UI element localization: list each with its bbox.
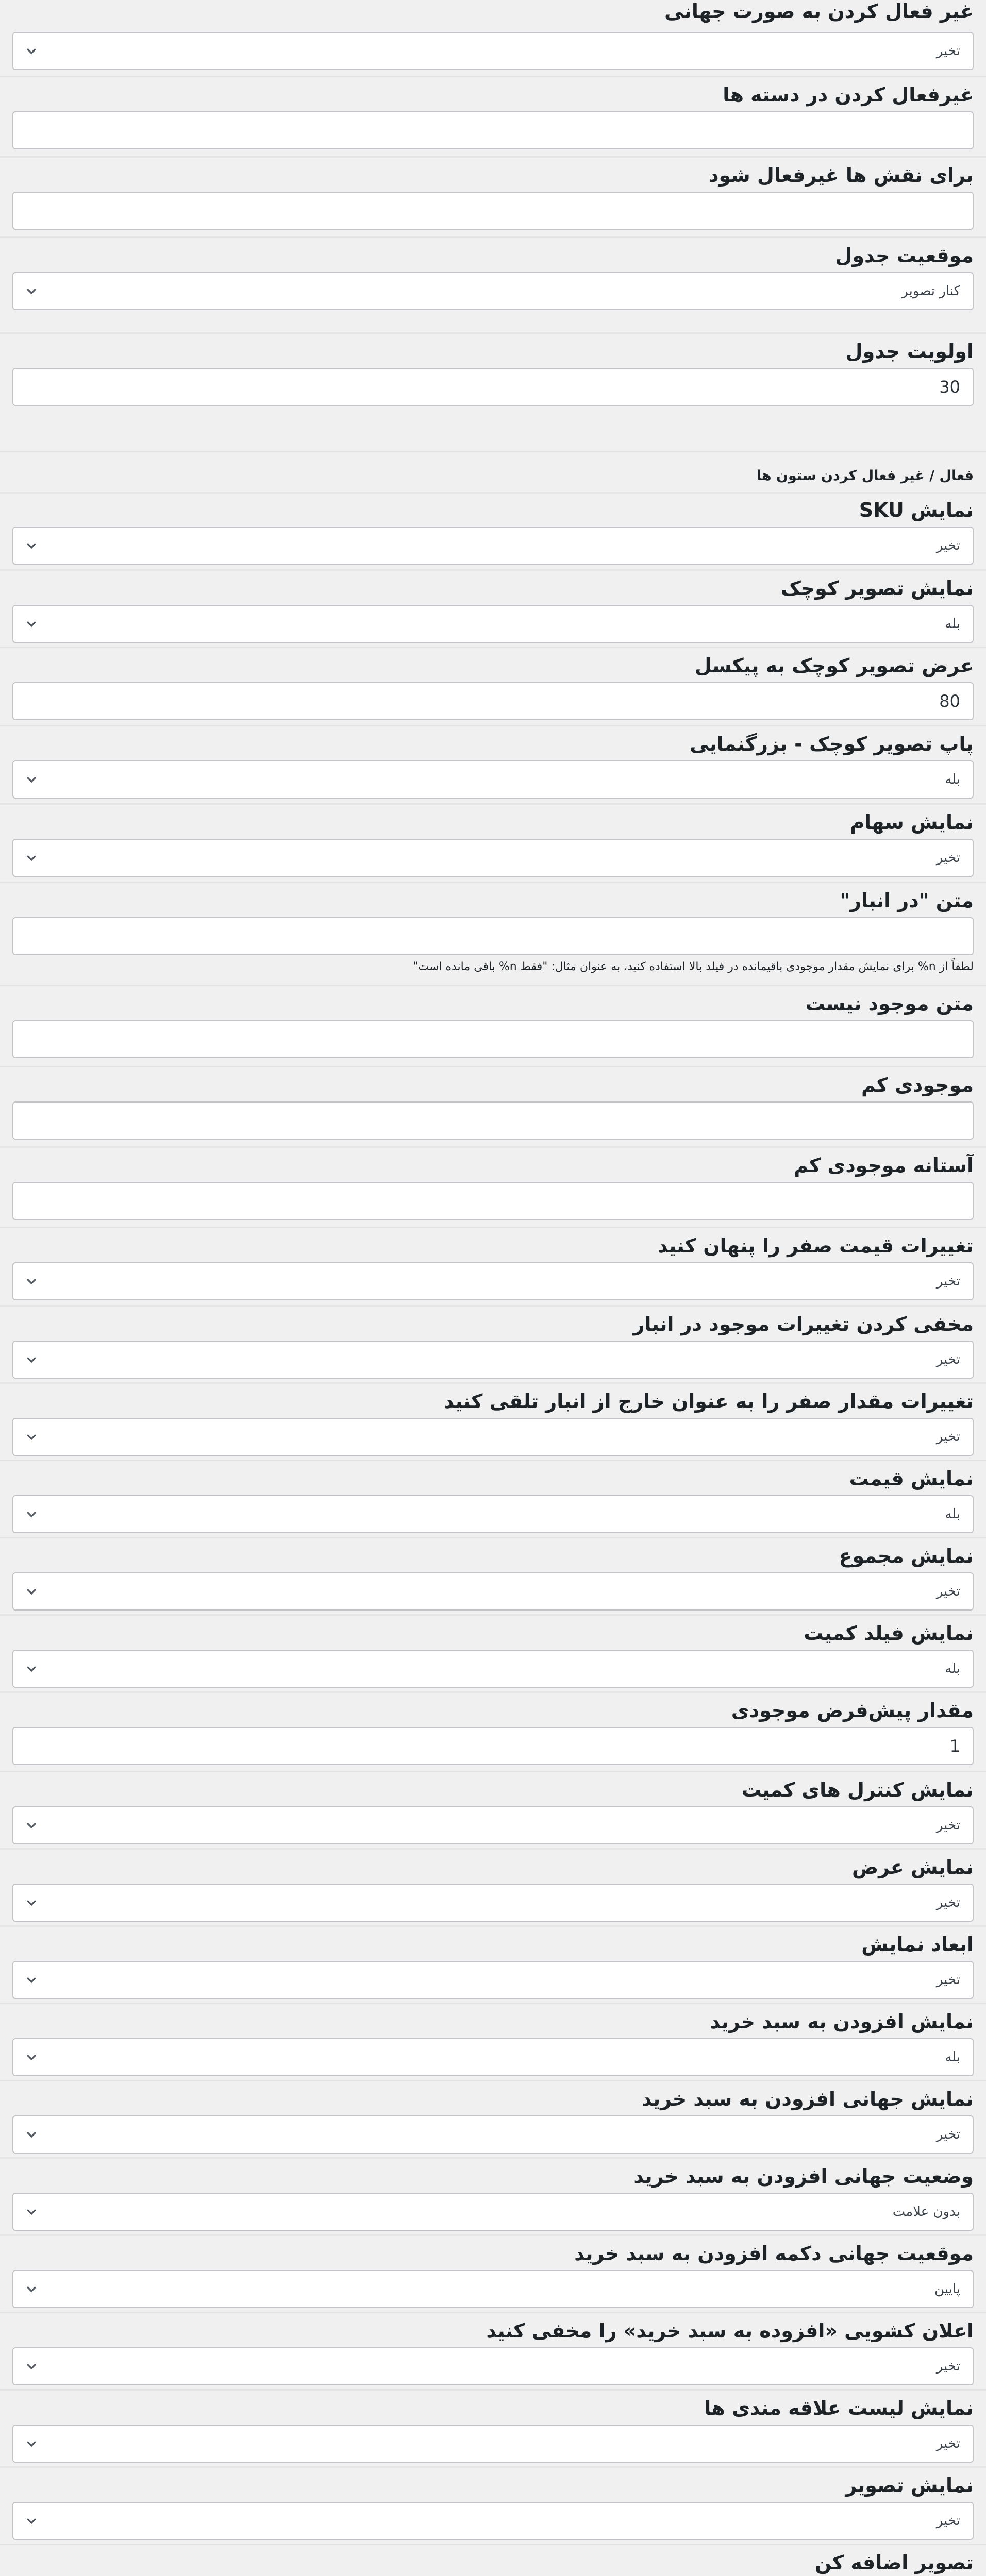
show-sku-select[interactable] [12, 527, 974, 565]
chevron-down-icon [25, 2128, 38, 2141]
field-row-global-add-to-cart-position [0, 2236, 986, 2313]
show-image-select[interactable] [12, 2502, 974, 2540]
field-label: نمایش مجموع [839, 1545, 974, 1567]
chevron-down-icon [25, 1430, 38, 1444]
select-value: بله [945, 772, 960, 787]
field-row-show-width [0, 1850, 986, 1927]
select-value: تخیر [936, 2436, 960, 2451]
field-row-low-stock-threshold [0, 1148, 986, 1228]
input-value: 80 [939, 691, 960, 711]
chevron-down-icon [25, 1353, 38, 1366]
field-row-show-dimensions [0, 1927, 986, 2004]
chevron-down-icon [25, 851, 38, 865]
table-position-select[interactable] [12, 272, 974, 310]
field-label: نمایش فیلد کمیت [804, 1622, 974, 1645]
input-value: 30 [939, 377, 960, 397]
select-value: تخیر [936, 1895, 960, 1910]
field-row-show-qty-field [0, 1616, 986, 1693]
thumbnail-width-input[interactable] [12, 682, 974, 720]
disable-roles-input[interactable] [12, 192, 974, 230]
qty-controls-select[interactable] [12, 1806, 974, 1844]
field-row-global-add-to-cart [0, 2081, 986, 2159]
field-label: وضعیت جهانی افزودن به سبد خرید [633, 2165, 974, 2188]
chevron-down-icon [25, 773, 38, 786]
field-label: نمایش SKU [859, 499, 974, 521]
field-label: اولویت جدول [845, 340, 974, 363]
show-dimensions-select[interactable] [12, 1961, 974, 1999]
field-row-table-priority [0, 334, 986, 452]
show-price-select[interactable] [12, 1495, 974, 1533]
field-label: موقعیت جهانی دکمه افزودن به سبد خرید [574, 2242, 974, 2265]
select-value: تخیر [936, 1584, 960, 1599]
field-label: نمایش سهام [850, 811, 974, 834]
field-label: تغییرات مقدار صفر را به عنوان خارج از انبار تلقی کنید [444, 1390, 974, 1413]
chevron-down-icon [25, 2360, 38, 2373]
low-stock-threshold-input[interactable] [12, 1182, 974, 1220]
chevron-down-icon [25, 1275, 38, 1288]
field-row-show-sku [0, 494, 986, 571]
chevron-down-icon [25, 617, 38, 631]
field-label: نمایش جهانی افزودن به سبد خرید [641, 2088, 974, 2110]
chevron-down-icon [25, 1507, 38, 1521]
chevron-down-icon [25, 1819, 38, 1832]
field-row-global-add-to-cart-state [0, 2159, 986, 2236]
field-label: متن موجود نیست [805, 992, 974, 1015]
chevron-down-icon [25, 1662, 38, 1675]
select-value: تخیر [936, 1972, 960, 1988]
section-heading: فعال / غیر فعال کردن ستون ها [756, 468, 974, 484]
default-qty-input[interactable] [12, 1727, 974, 1765]
select-value: تخیر [936, 538, 960, 553]
select-value: تخیر [936, 1429, 960, 1445]
field-label: آستانه موجودی کم [794, 1154, 974, 1177]
field-row-show-price [0, 1461, 986, 1538]
select-value: تخیر [936, 1818, 960, 1833]
field-label: عرض تصویر کوچک به پیکسل [694, 654, 974, 677]
help-text: لطفاً از n% برای نمایش مقدار موجودی باقیمانده در فیلد بالا استفاده کنید، به عنوان مثال: "فقط n% باقی مانده است" [413, 960, 974, 973]
show-thumbnail-select[interactable] [12, 605, 974, 643]
select-value: تخیر [936, 43, 960, 59]
field-row-disable-globally [0, 0, 986, 77]
chevron-down-icon [25, 2205, 38, 2218]
field-row-show-image [0, 2468, 986, 2545]
field-row-show-wishlist [0, 2391, 986, 2468]
field-row-add-image [0, 2545, 986, 2576]
field-label: نمایش لیست علاقه مندی ها [704, 2397, 974, 2419]
field-label: تصویر اضافه کن [814, 2551, 974, 2574]
field-label: نمایش تصویر [845, 2474, 974, 2497]
field-label: نمایش عرض [852, 1856, 974, 1878]
field-label: موقعیت جدول [835, 244, 974, 267]
chevron-down-icon [25, 2514, 38, 2528]
field-label: مخفی کردن تغییرات موجود در انبار [633, 1313, 974, 1335]
field-label: برای نقش ها غیرفعال شود [708, 164, 974, 187]
field-label: نمایش تصویر کوچک [780, 577, 974, 600]
select-value: بله [945, 1661, 960, 1676]
chevron-down-icon [25, 44, 38, 58]
chevron-down-icon [25, 284, 38, 298]
chevron-down-icon [25, 1896, 38, 1909]
select-value: تخیر [936, 2513, 960, 2529]
input-value: 1 [949, 1736, 960, 1756]
field-row-zero-qty-out-of-stock [0, 1384, 986, 1461]
hide-added-notice-select[interactable] [12, 2347, 974, 2385]
hide-in-stock-variations-select[interactable] [12, 1341, 974, 1379]
field-label: نمایش افزودن به سبد خرید [710, 2010, 974, 2033]
select-value: تخیر [936, 1274, 960, 1289]
field-label: غیرفعال کردن در دسته ها [723, 83, 974, 106]
low-stock-input[interactable] [12, 1101, 974, 1140]
disable-categories-input[interactable] [12, 111, 974, 149]
field-label: نمایش قیمت [849, 1467, 974, 1490]
select-value: بله [945, 2049, 960, 2065]
field-label: مقدار پیش‌فرض موجودی [731, 1699, 974, 1722]
field-row-show-add-to-cart [0, 2004, 986, 2081]
chevron-down-icon [25, 2282, 38, 2296]
select-value: تخیر [936, 850, 960, 866]
field-label: اعلان کشویی «افزوده به سبد خرید» را مخفی کنید [486, 2319, 974, 2342]
field-row-disable-roles [0, 158, 986, 238]
select-value: پایین [934, 2281, 960, 2297]
field-label: متن "در انبار" [840, 889, 974, 912]
select-value: بله [945, 616, 960, 632]
field-row-qty-controls [0, 1772, 986, 1850]
thumbnail-zoom-select[interactable] [12, 760, 974, 799]
section-columns [0, 452, 986, 494]
field-row-disable-categories [0, 77, 986, 158]
chevron-down-icon [25, 1585, 38, 1598]
global-add-to-cart-state-select[interactable] [12, 2193, 974, 2231]
chevron-down-icon [25, 2050, 38, 2064]
field-row-in-stock-text [0, 883, 986, 986]
select-value: تخیر [936, 2359, 960, 2374]
field-row-thumbnail-zoom [0, 726, 986, 805]
field-label: ابعاد نمایش [861, 1933, 974, 1956]
chevron-down-icon [25, 1973, 38, 1987]
show-add-to-cart-select[interactable] [12, 2038, 974, 2076]
field-row-table-position [0, 238, 986, 334]
select-value: بدون علامت [892, 2204, 960, 2219]
field-label: موجودی کم [861, 1074, 974, 1096]
select-value: بله [945, 1506, 960, 1522]
show-width-select[interactable] [12, 1884, 974, 1922]
show-stock-select[interactable] [12, 839, 974, 877]
show-qty-field-select[interactable] [12, 1650, 974, 1688]
field-label: تغییرات قیمت صفر را پنهان کنید [657, 1234, 974, 1257]
show-total-select[interactable] [12, 1572, 974, 1611]
field-row-show-stock [0, 805, 986, 883]
field-row-out-of-stock-text [0, 986, 986, 1067]
in-stock-text-input[interactable] [12, 917, 974, 955]
field-row-show-total [0, 1538, 986, 1616]
hide-zero-price-select[interactable] [12, 1262, 974, 1300]
field-row-low-stock [0, 1067, 986, 1148]
chevron-down-icon [25, 539, 38, 552]
field-row-show-thumbnail [0, 571, 986, 648]
zero-qty-out-of-stock-select[interactable] [12, 1418, 974, 1456]
show-wishlist-select[interactable] [12, 2425, 974, 2463]
field-row-default-qty [0, 1693, 986, 1772]
field-label: غیر فعال کردن به صورت جهانی [664, 0, 974, 23]
disable-globally-select[interactable] [12, 32, 974, 70]
field-row-hide-added-notice [0, 2313, 986, 2391]
global-add-to-cart-select[interactable] [12, 2115, 974, 2154]
chevron-down-icon [25, 2437, 38, 2450]
global-add-to-cart-position-select[interactable] [12, 2270, 974, 2308]
select-value: تخیر [936, 1352, 960, 1367]
out-of-stock-text-input[interactable] [12, 1020, 974, 1058]
select-value: کنار تصویر [901, 283, 960, 299]
field-label: پاپ تصویر کوچک - بزرگنمایی [690, 733, 974, 755]
field-row-thumbnail-width [0, 648, 986, 726]
select-value: تخیر [936, 2127, 960, 2142]
field-row-hide-in-stock-variations [0, 1307, 986, 1384]
field-label: نمایش کنترل های کمیت [741, 1778, 974, 1801]
table-priority-input[interactable] [12, 368, 974, 406]
field-row-hide-zero-price [0, 1228, 986, 1307]
